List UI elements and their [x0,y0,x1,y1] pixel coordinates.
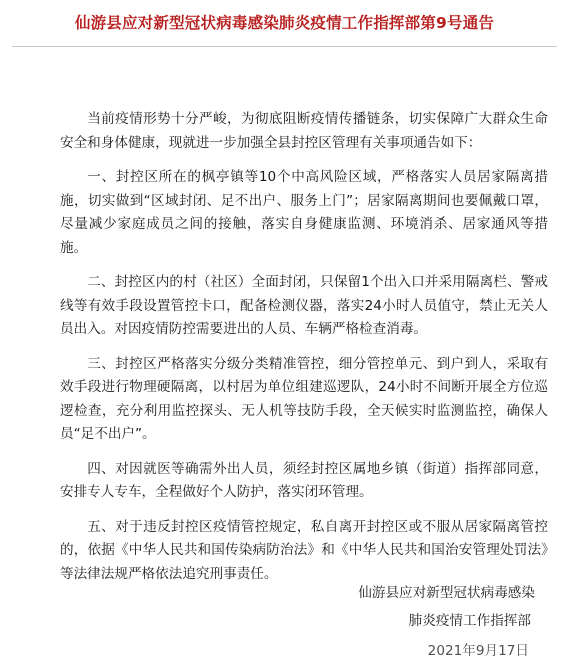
intro-paragraph: 当前疫情形势十分严峻，为彻底阻断疫情传播链条，切实保障广大群众生命安全和身体健康，现就进一步加强全县封控区管理有关事项通告如下： [60,111,548,151]
signature-org-line-2: 肺炎疫情工作指挥部 [408,613,531,629]
notice-title: 仙游县应对新型冠状病毒感染肺炎疫情工作指挥部第9号通告 [74,14,495,32]
signature-org-line-1: 仙游县应对新型冠状病毒感染 [358,585,535,601]
notice-date: 2021年9月17日 [427,643,529,659]
title-divider [12,46,557,47]
item-5-paragraph: 五、对于违反封控区疫情管控规定，私自离开封控区或不服从居家隔离管控的，依据《中华人民共和国传染病防治法》和《中华人民共和国治安管理处罚法》等法律法规严格依法追究刑事责任。 [60,518,548,582]
notice-body [60,108,548,597]
item-3-paragraph: 三、封控区严格落实分级分类精准管控，细分管控单元、到户到人，采取有效手段进行物理硬隔离，以村居为单位组建巡逻队，24小时不间断开展全方位巡逻检查，充分利用监控探头、无人机等技防手段，全天候实时监测监控，确保人员“足不出户”。 [60,355,548,442]
item-1-paragraph: 一、封控区所在的枫亭镇等10个中高风险区域，严格落实人员居家隔离措施，切实做到“区域封闭、足不出户、服务上门”；居家隔离期间也要佩戴口罩，尽量减少家庭成员之间的接触，落实自身健康监测、环境消杀、居家通风等措施。 [60,169,548,256]
item-4-paragraph: 四、对因就医等确需外出人员，须经封控区属地乡镇（街道）指挥部同意，安排专人专车，全程做好个人防护，落实闭环管理。 [60,460,548,500]
item-2-paragraph: 二、封控区内的村（社区）全面封闭，只保留1个出入口并采用隔离栏、警戒线等有效手段设置管控卡口，配备检测仪器，落实24小时人员值守，禁止无关人员出入。对因疫情防控需要进出的人员、车辆严格检查消毒。 [60,274,548,337]
